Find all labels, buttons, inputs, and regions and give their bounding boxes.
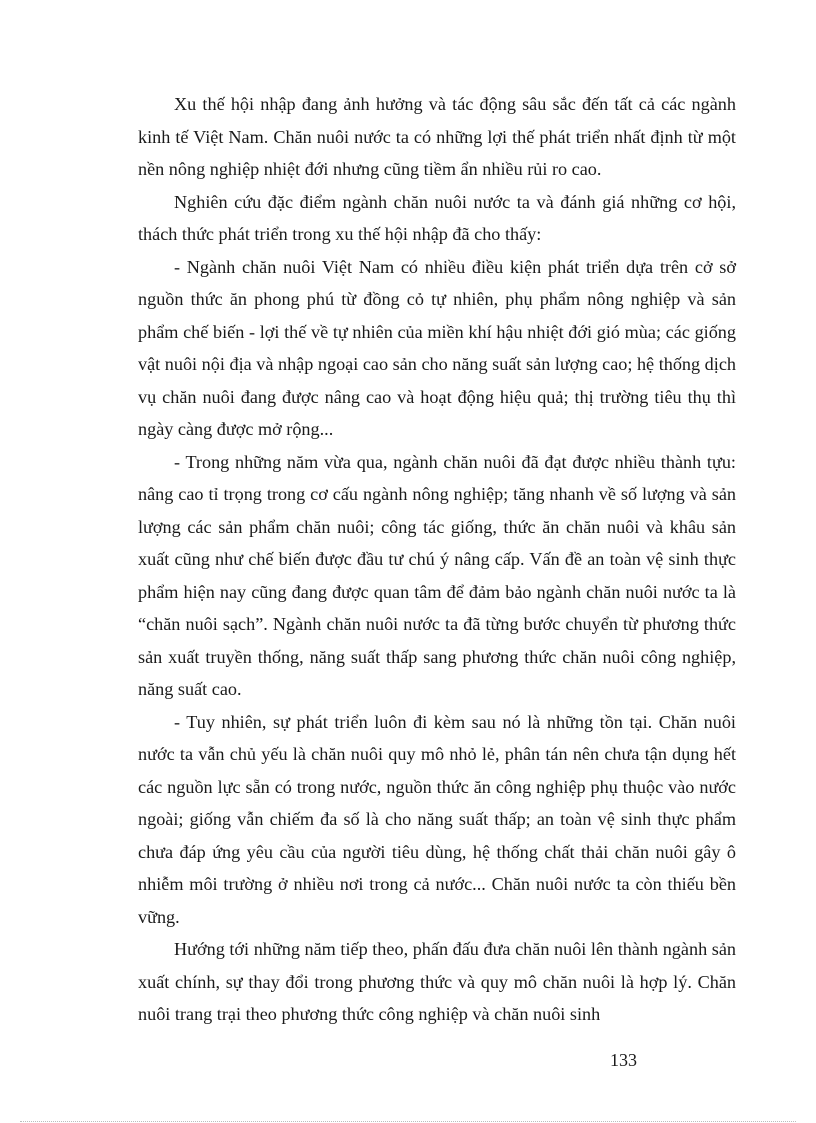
paragraph-intro: Xu thế hội nhập đang ảnh hưởng và tác động sâu sắc đến tất cả các ngành kinh tế Việt Nam. Chăn nuôi nước ta có những lợi thế phát triển nhất định từ một nền nông nghiệp nhiệt đới nhưng cũng tiềm ẩn nhiều rủi ro cao. xyxy=(138,94,736,179)
paragraph-limitations: - Tuy nhiên, sự phát triển luôn đi kèm sau nó là những tồn tại. Chăn nuôi nước ta vẫn chủ yếu là chăn nuôi quy mô nhỏ lẻ, phân tán nên chưa tận dụng hết các nguồn lực sẵn có trong nước, nguồn thức ăn công nghiệp phụ thuộc vào nước ngoài; giống vẫn chiếm đa số là cho năng suất thấp; an toàn vệ sinh thực phẩm chưa đáp ứng yêu cầu của người tiêu dùng, hệ thống chất thải chăn nuôi gây ô nhiễm môi trường ở nhiều nơi trong cả nước... Chăn nuôi nước ta còn thiếu bền vững. xyxy=(138,711,736,927)
paragraph-outlook: Hướng tới những năm tiếp theo, phấn đấu đưa chăn nuôi lên thành ngành sản xuất chính, sự thay đổi trong phương thức và quy mô chăn nuôi là hợp lý. Chăn nuôi trang trại theo phương thức công nghiệp và chăn nuôi sinh xyxy=(138,939,736,1024)
paragraph-conditions: - Ngành chăn nuôi Việt Nam có nhiều điều kiện phát triển dựa trên cở sở nguồn thức ăn phong phú từ đồng cỏ tự nhiên, phụ phẩm nông nghiệp và sản phẩm chế biến - lợi thế về tự nhiên của miền khí hậu nhiệt đới gió mùa; các giống vật nuôi nội địa và nhập ngoại cao sản cho năng suất sản lượng cao; hệ thống dịch vụ chăn nuôi đang được nâng cao và hoạt động hiệu quả; thị trường tiêu thụ thì ngày càng được mở rộng... xyxy=(138,256,736,439)
paragraph-research: Nghiên cứu đặc điểm ngành chăn nuôi nước ta và đánh giá những cơ hội, thách thức phát triển trong xu thế hội nhập đã cho thấy: xyxy=(138,191,736,244)
page-number: 133 xyxy=(610,1050,637,1070)
body-text xyxy=(138,88,736,1031)
paragraph-achievements: - Trong những năm vừa qua, ngành chăn nuôi đã đạt được nhiều thành tựu: nâng cao tỉ trọng trong cơ cấu ngành nông nghiệp; tăng nhanh về số lượng và sản lượng các sản phẩm chăn nuôi; công tác giống, thức ăn chăn nuôi và khâu sản xuất cũng như chế biến được đầu tư chú ý nâng cấp. Vấn đề an toàn vệ sinh thực phẩm hiện nay cũng đang được quan tâm để đảm bảo ngành chăn nuôi nước ta là “chăn nuôi sạch”. Ngành chăn nuôi nước ta đã từng bước chuyển từ phương thức sản xuất truyền thống, năng suất thấp sang phương thức chăn nuôi công nghiệp, năng suất cao. xyxy=(138,451,736,699)
footer-divider xyxy=(20,1121,796,1122)
